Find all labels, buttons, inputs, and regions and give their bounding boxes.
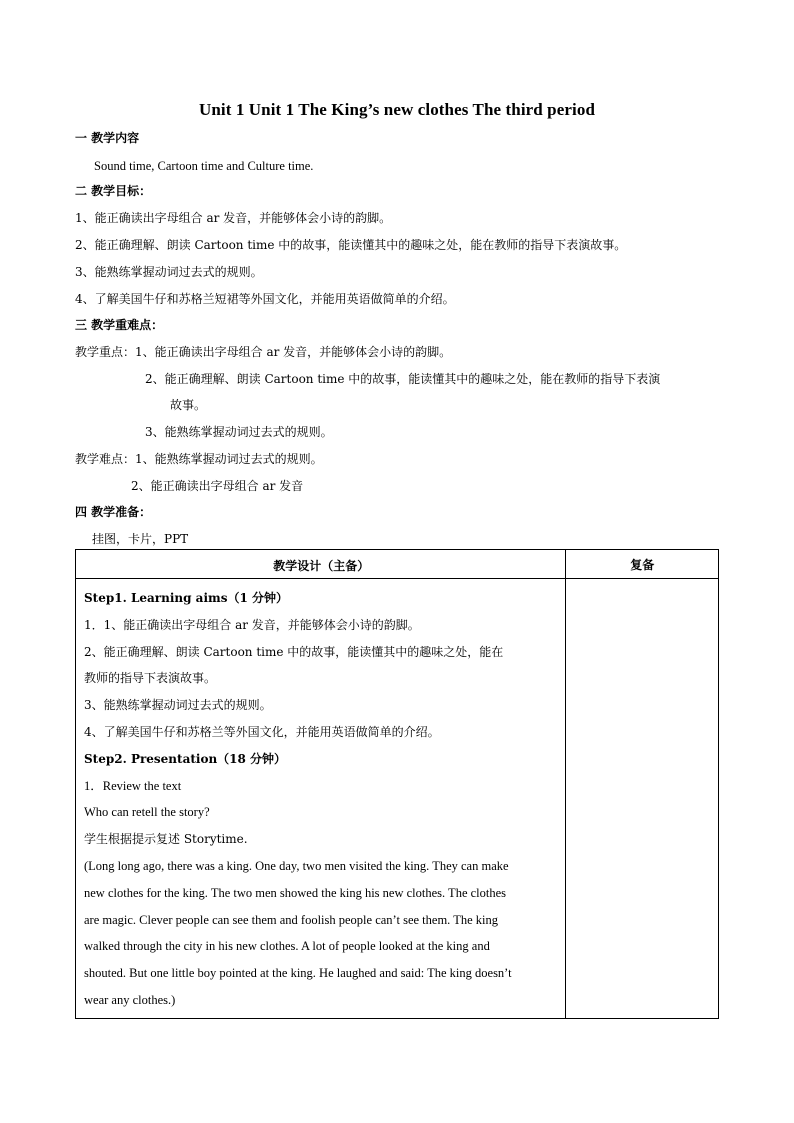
focus-item: 2、能正确理解、朗读 Cartoon time 中的故事，能读懂其中的趣味之处，能在教师的指导下表演 xyxy=(145,372,661,386)
lesson-line: Step1. Learning aims（1 分钟） xyxy=(84,591,289,605)
focus-item: 3、能熟练掌握动词过去式的规则。 xyxy=(145,425,333,439)
goal-item: 2、能正确理解、朗读 Cartoon time 中的故事，能读懂其中的趣味之处，能在教师的指导下表演故事。 xyxy=(75,238,627,252)
lesson-line: 4、了解美国牛仔和苏格兰等外国文化，并能用英语做简单的介绍。 xyxy=(84,724,440,739)
lesson-line: new clothes for the king. The two men showed the king his new clothes. The clothes xyxy=(84,885,507,900)
lesson-line: 1．1、能正确读出字母组合 ar 发音，并能够体会小诗的韵脚。 xyxy=(84,617,420,632)
lesson-line: shouted. But one little boy pointed at the king. He laughed and said: The king doesn’t xyxy=(84,966,512,981)
column-header-side: 复备 xyxy=(566,550,719,579)
lesson-design-cell xyxy=(76,579,566,1019)
lesson-line: 1．Review the text xyxy=(84,778,182,793)
document-title: Unit 1 Unit 1 The King’s new clothes The third period xyxy=(198,100,596,119)
focus-item: 1、能正确读出字母组合 ar 发音，并能够体会小诗的韵脚。 xyxy=(135,345,452,359)
difficulty-label xyxy=(75,450,323,468)
section-heading-goals: 二 教学目标： xyxy=(75,184,152,198)
lesson-plan-table xyxy=(75,549,719,1019)
difficulty-label-text: 教学难点： xyxy=(75,452,136,466)
column-header-main: 教学设计（主备） xyxy=(76,550,566,579)
lesson-line: 学生根据提示复述 Storytime. xyxy=(84,832,248,847)
lesson-line: are magic. Clever people can see them and foolish people can’t see them. The king xyxy=(84,912,498,927)
difficulty-item: 2、能正确读出字母组合 ar 发音 xyxy=(131,479,304,493)
lesson-line: 教师的指导下表演故事。 xyxy=(84,671,217,686)
focus-label-text: 教学重点： xyxy=(75,345,136,359)
lesson-line: Step2. Presentation（18 分钟） xyxy=(84,751,287,766)
goal-item: 1、能正确读出字母组合 ar 发音，并能够体会小诗的韵脚。 xyxy=(75,211,392,225)
difficulty-item: 1、能熟练掌握动词过去式的规则。 xyxy=(135,452,323,466)
content-text: Sound time, Cartoon time and Culture time. xyxy=(94,159,314,173)
lesson-line: 2、能正确理解、朗读 Cartoon time 中的故事，能读懂其中的趣味之处，能在 xyxy=(84,644,504,659)
lesson-line: 3、能熟练掌握动词过去式的规则。 xyxy=(84,698,272,713)
preparation-text: 挂图，卡片，PPT xyxy=(92,532,189,546)
focus-label xyxy=(75,343,451,361)
lesson-line: wear any clothes.) xyxy=(84,992,176,1007)
section-heading-keypoints: 三 教学重难点： xyxy=(75,318,164,332)
focus-item: 故事。 xyxy=(170,398,207,412)
table-row xyxy=(76,579,719,1019)
revision-cell xyxy=(566,579,719,1019)
lesson-line: walked through the city in his new clothes. A lot of people looked at the king and xyxy=(84,939,490,954)
lesson-line: Who can retell the story? xyxy=(84,805,210,820)
section-heading-content: 一 教学内容 xyxy=(75,131,140,145)
section-heading-preparation: 四 教学准备： xyxy=(75,505,152,519)
goal-item: 3、能熟练掌握动词过去式的规则。 xyxy=(75,265,263,279)
lesson-line: (Long long ago, there was a king. One day, two men visited the king. They can make xyxy=(84,858,509,873)
goal-item: 4、了解美国牛仔和苏格兰短裙等外国文化，并能用英语做简单的介绍。 xyxy=(75,292,455,306)
table-header-row xyxy=(76,550,719,579)
